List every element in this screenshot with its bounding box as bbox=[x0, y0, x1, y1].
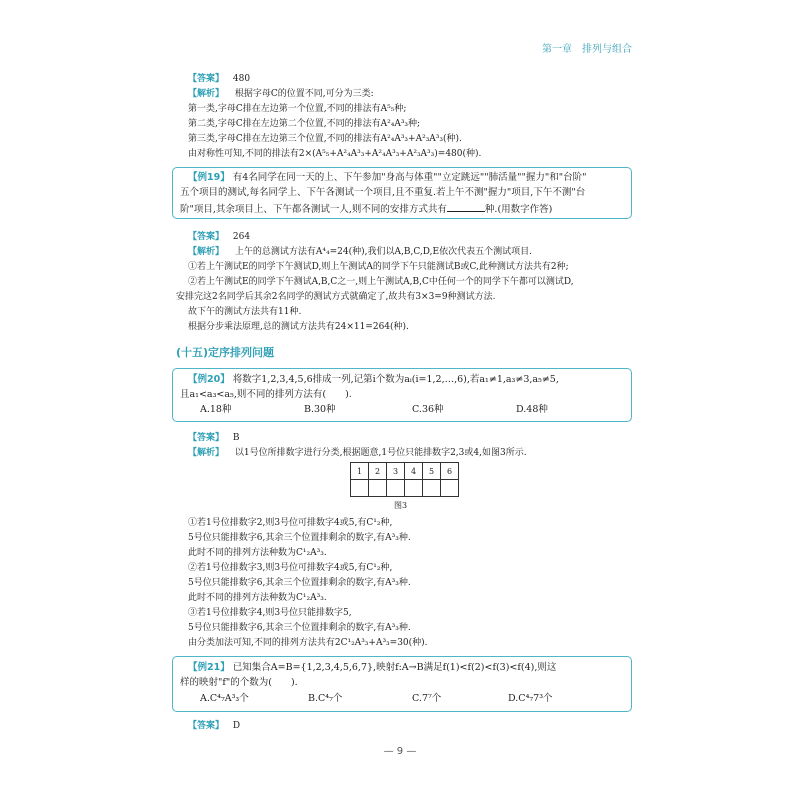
answer-value: D bbox=[232, 721, 241, 731]
answer-value: B bbox=[232, 433, 240, 443]
option-a: A.C⁴₇A³₃个 bbox=[200, 693, 249, 704]
option-c: C.7⁷个 bbox=[412, 693, 442, 704]
example-21-text: 已知集合A=B={1,2,3,4,5,6,7},映射f:A→B满足f(1)<f(2)<f(3)<f(4),则这 bbox=[232, 662, 557, 673]
analysis-text: ②若1号位排数字3,则3号位可排数字4或5,有C¹₂种, bbox=[188, 563, 393, 573]
analysis-text: 5号位只能排数字6,其余三个位置排剩余的数字,有A³₃种. bbox=[188, 578, 411, 588]
grid-cell: 2 bbox=[369, 463, 387, 480]
analysis-tag: 【解析】 bbox=[188, 89, 225, 99]
option-b: B.30种 bbox=[304, 404, 336, 415]
answer-tag: 【答案】 bbox=[188, 721, 225, 731]
example-21-text: 样的映射"f"的个数为( ). bbox=[180, 677, 298, 688]
example-19-text: 有4名同学在同一天的上、下午参加"身高与体重""立定跳远""肺活量""握力"和"台阶" bbox=[232, 172, 587, 183]
analysis-text: 由分类加法可知,不同的排列方法共有2C¹₂A³₃+A³₃=30(种). bbox=[188, 638, 428, 648]
answer-tag: 【答案】 bbox=[188, 433, 225, 443]
option-b: B.C⁴₇个 bbox=[308, 693, 343, 704]
analysis-text: 5号位只能排数字6,其余三个位置排剩余的数字,有A³₃种. bbox=[188, 533, 411, 543]
position-grid bbox=[350, 462, 459, 497]
answer-line bbox=[188, 231, 250, 243]
example-19-text: 阶"项目,其余项目上、下午都各测试一人,则不同的安排方式共有 bbox=[180, 204, 447, 215]
grid-cell-empty bbox=[441, 480, 459, 497]
analysis-text: 由对称性可知,不同的排法有2×(A⁵₅+A²₄A³₃+A²₄A³₃+A²₃A³₃)=480(种). bbox=[188, 149, 482, 159]
page-number: — 9 — bbox=[383, 746, 417, 757]
answer-line bbox=[188, 720, 240, 732]
answer-line bbox=[188, 432, 240, 444]
grid-cell-empty bbox=[405, 480, 423, 497]
answer-blank bbox=[447, 202, 485, 212]
analysis-line bbox=[188, 88, 374, 100]
analysis-text: ③若1号位排数字4,则3号位只能排数字5, bbox=[188, 608, 352, 618]
answer-tag: 【答案】 bbox=[188, 74, 225, 84]
example-19-text: 五个项目的测试,每名同学上、下午各测试一个项目,且不重复.若上午不测"握力"项目,下午不测"台 bbox=[180, 187, 586, 198]
grid-cell-empty bbox=[351, 480, 369, 497]
analysis-line bbox=[188, 447, 527, 459]
analysis-text: 此时不同的排列方法种数为C¹₂A³₃. bbox=[188, 593, 327, 603]
example-20-line bbox=[188, 374, 559, 386]
grid-cell: 6 bbox=[441, 463, 459, 480]
grid-cell: 1 bbox=[351, 463, 369, 480]
example-21-tag: 【例21】 bbox=[188, 662, 230, 673]
example-20-tag: 【例20】 bbox=[188, 374, 230, 385]
answer-line bbox=[188, 73, 250, 85]
figure-caption: 图3 bbox=[394, 501, 408, 510]
analysis-text: ①若1号位排数字2,则3号位可排数字4或5,有C¹₂种, bbox=[188, 518, 393, 528]
grid-cell-empty bbox=[423, 480, 441, 497]
answer-tag: 【答案】 bbox=[188, 232, 225, 242]
example-19-line bbox=[180, 202, 552, 216]
chapter-header: 第一章 排列与组合 bbox=[542, 44, 632, 55]
analysis-text: 上午的总测试方法有A⁴₄=24(种),我们以A,B,C,D,E依次代表五个测试项目. bbox=[234, 247, 532, 257]
analysis-text: 第二类,字母C排在左边第二个位置,不同的排法有A²₄A³₃种; bbox=[188, 119, 421, 129]
analysis-tag: 【解析】 bbox=[188, 247, 225, 257]
option-c: C.36种 bbox=[412, 404, 444, 415]
analysis-text: 以1号位所排数字进行分类,根据题意,1号位只能排数字2,3或4,如图3所示. bbox=[234, 448, 527, 458]
section-title: (十五)定序排列问题 bbox=[176, 346, 275, 359]
analysis-text: 故下午的测试方法共有11种. bbox=[188, 307, 302, 317]
option-d: D.48种 bbox=[516, 404, 548, 415]
analysis-text: 此时不同的排列方法种数为C¹₂A³₃. bbox=[188, 548, 327, 558]
grid-cell: 5 bbox=[423, 463, 441, 480]
analysis-text: 安排完这2名同学后其余2名同学的测试方式就确定了,故共有3×3=9种测试方法. bbox=[176, 292, 496, 302]
answer-value: 480 bbox=[232, 74, 251, 84]
analysis-line bbox=[188, 246, 532, 258]
analysis-text: 根据分步乘法原理,总的测试方法共有24×11=264(种). bbox=[188, 322, 409, 332]
analysis-text: ②若上午测试E的同学下午测试A,B,C之一,则上午测试A,B,C中任何一个的同学下午都可以测试D, bbox=[188, 277, 574, 287]
analysis-text: 根据字母C的位置不同,可分为三类: bbox=[234, 89, 374, 99]
answer-value: 264 bbox=[232, 232, 251, 242]
grid-cell-empty bbox=[369, 480, 387, 497]
grid-cell-empty bbox=[387, 480, 405, 497]
analysis-text: 第一类,字母C排在左边第一个位置,不同的排法有A⁵₅种; bbox=[188, 104, 407, 114]
example-21-line bbox=[188, 662, 556, 674]
example-19-tag: 【例19】 bbox=[188, 172, 230, 183]
grid-cell: 3 bbox=[387, 463, 405, 480]
example-20-text: 且a₁<a₃<a₅,则不同的排列方法有( ). bbox=[180, 389, 352, 400]
example-20-text: 将数字1,2,3,4,5,6排成一列,记第i个数为aᵢ(i=1,2,…,6),若a₁≠1,a₃≠3,a₅≠5, bbox=[232, 374, 559, 385]
analysis-text: 第三类,字母C排在左边第三个位置,不同的排法有A²₄A³₃+A²₃A³₃(种). bbox=[188, 134, 462, 144]
analysis-text: 5号位只能排数字6,其余三个位置排剩余的数字,有A³₃种. bbox=[188, 623, 411, 633]
grid-cell: 4 bbox=[405, 463, 423, 480]
option-d: D.C⁴₇7³个 bbox=[508, 693, 553, 704]
analysis-text: ①若上午测试E的同学下午测试D,则上午测试A的同学下午只能测试B或C,此种测试方法共有2种; bbox=[188, 262, 569, 272]
example-19-line bbox=[188, 172, 587, 184]
analysis-tag: 【解析】 bbox=[188, 448, 225, 458]
option-a: A.18种 bbox=[200, 404, 232, 415]
example-19-text: 种.(用数字作答) bbox=[484, 204, 553, 215]
